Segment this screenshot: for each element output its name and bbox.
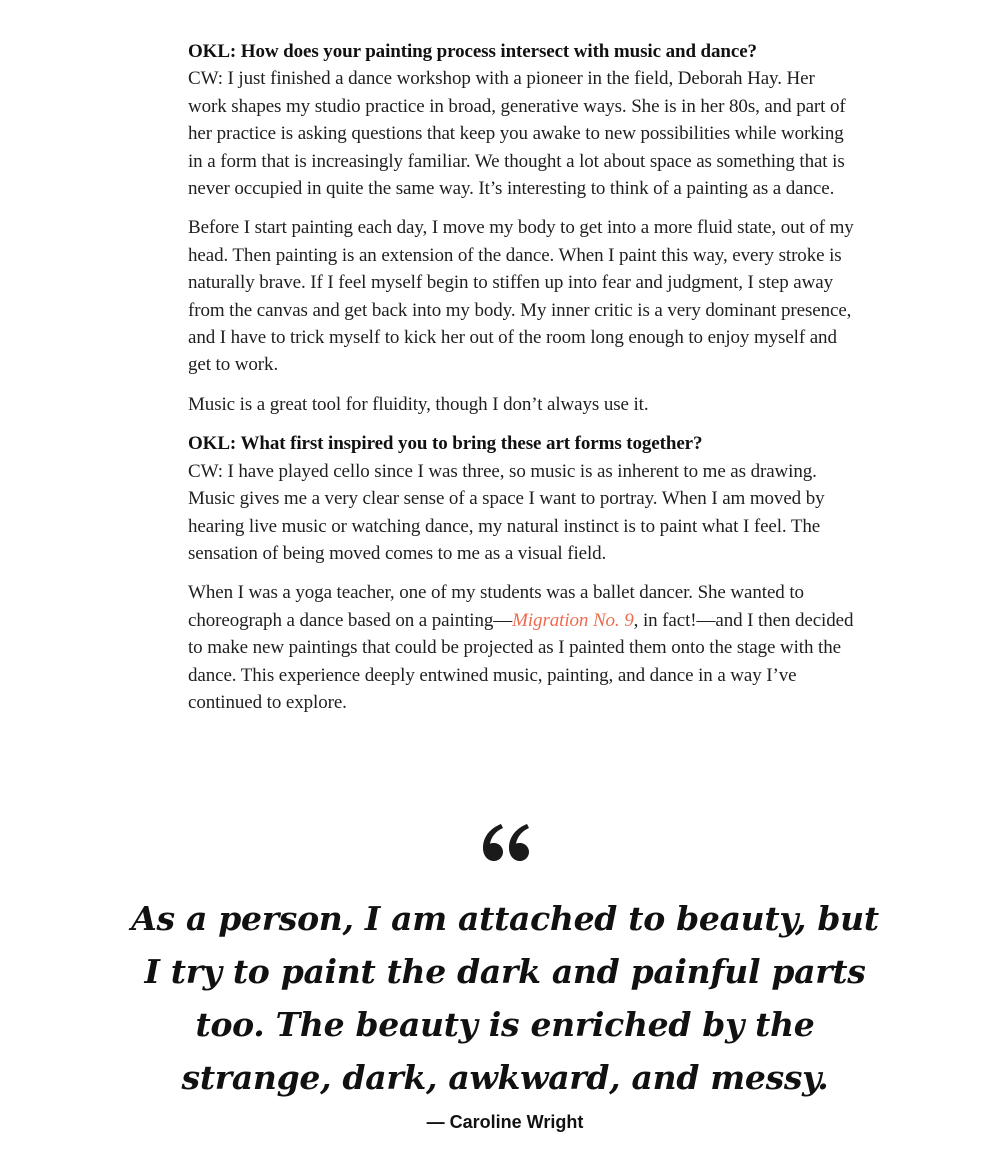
interview-question: OKL: How does your painting process intersect with music and dance? [188,41,757,62]
article-body [188,38,856,728]
interview-answer: CW: I have played cello since I was three, so music is as inherent to me as drawing. Music gives me a very clear sense of a space I want to portray. When I am moved by hearing live music or watching dance, my natural instinct is to paint what I feel. The sensation of being moved comes to me as a visual field. [188,460,825,564]
article-paragraph [188,579,856,716]
article-paragraph: Music is a great tool for fluidity, though I don’t always use it. [188,393,649,415]
quote-author: — Caroline Wright [426,1112,584,1132]
interview-question: OKL: What first inspired you to bring these art forms together? [188,433,703,455]
paragraph-text: , in fact!—and I then decided to make new paintings that could be projected as I painted them onto the stage with the dance. This experience deeply entwined music, painting, and dance in a way I’ve continued to explore. [188,609,854,713]
interview-answer: CW: I just finished a dance workshop with a pioneer in the field, Deborah Hay. Her work shapes my studio practice in broad, generative ways. She is in her 80s, and part of her practice is asking questions that keep you awake to new possibilities while working in a form that is increasingly familiar. We thought a lot about space as something that is never occupied in quite the same way. It’s interesting to think of a painting as a dance. [188,68,846,200]
quote-mark-icon [479,820,531,864]
paragraph-text: When I was a yoga teacher, one of my students was a ballet dancer. She wanted to choreograph a dance based on a painting— [188,582,804,631]
quote-text: As a person, I am attached to beauty, but I try to paint the dark and painful parts too. The beauty is enriched by the strange, dark, awkward, and messy. [131,899,879,1097]
migration-no-9-link[interactable]: Migration No. 9 [512,609,634,631]
pull-quote [120,820,890,1133]
interview-qa-2 [188,430,856,567]
interview-qa-1 [188,38,856,202]
article-paragraph: Before I start painting each day, I move my body to get into a more fluid state, out of my head. Then painting is an extension of the dance. When I paint this way, every stroke is naturally brave. If I feel myself begin to stiffen up into fear and judgment, I step away from the canvas and get back into my body. My inner critic is a very dominant presence, and I have to trick myself to kick her out of the room long enough to enjoy myself and get to work. [188,217,854,376]
